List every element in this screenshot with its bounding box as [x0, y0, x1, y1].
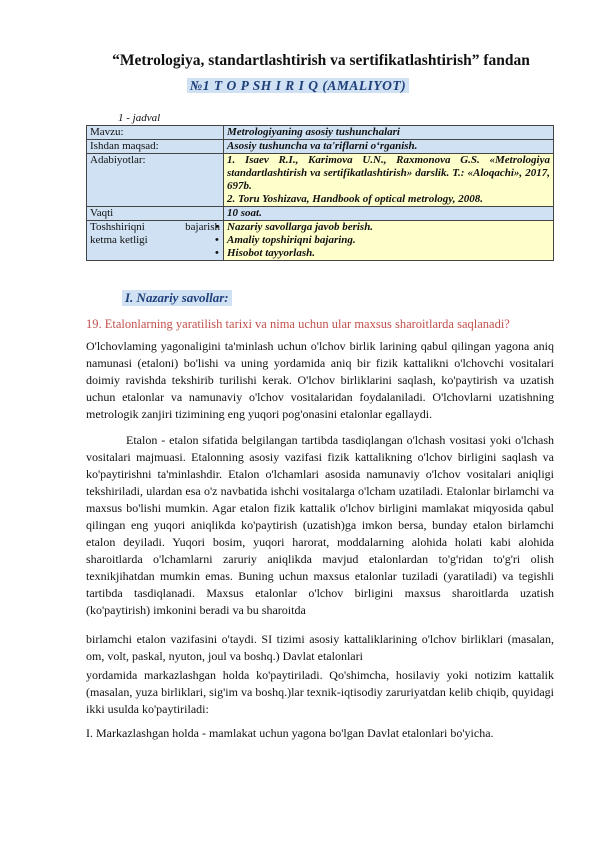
row-value: Metrologiyaning asosiy tushunchalari	[224, 126, 554, 140]
assignment-subtitle-text: №1 T O P SH I R I Q (AMALIYOT)	[187, 78, 409, 93]
paragraph: I. Markazlashgan holda - mamlakat uchun yagona bo'lgan Davlat etalonlari bo'yicha.	[86, 726, 494, 740]
table-row	[87, 221, 554, 261]
literature-item: 2. Toru Yoshizava, Handbook of optical metrology, 2008.	[227, 193, 483, 205]
paragraph: Etalon - etalon sifatida belgilangan tartibda tasdiqlangan o'lchash vositasi yoki o'lchash vositalari majmuasi. Etalonning asosiy vazifasi fizik kattalikning o'lchov birligini saqlash va ko'paytirishni ta'minlashdir. Etalon o'lchamlari asosida namunaviy o'lchov vositalari aniqligi tekshiriladi, ulardan esa o'z navbatida ishchi vositalarga o'lcham uzatiladi. Etalonlar birlamchi va maxsus bo'lishi mumkin. Agar etalon fizik kattalik o'lchov birligini mamlakat miqyosida qabul qilingan eng yuqori aniqlikda ko'paytirish (uzatish)ga imkon bersa, bunday etalon birlamchi etalon deyiladi. Yuqori bosim, yuqori harorat, moddalarning alohida holati kabi alohida sharoitlarda o'lchamlarni zaruriy aniqlikda mavjud etalonlardan to'g'ridan to'g'ri olish texnikjihatdan mumkin emas. Buning uchun maxsus etalonlar tuziladi (yaratiladi) va tegishli tartibda tasdiqlanadi. Maxsus etalonlar o'lchov birligini maxsus sharoitlarda uzatish (ko'paytirish) imkonini beradi va bu sharoitda	[86, 433, 554, 617]
row-key-part: Toshshiriqni	[90, 221, 145, 233]
row-value-steps	[224, 221, 554, 261]
document-title: “Metrologiya, standartlashtirish va sertifikatlashtirish” fandan	[112, 52, 530, 69]
table-row	[87, 126, 554, 140]
row-key: Ishdan maqsad:	[87, 140, 224, 154]
list-item: • Hisobot tayyorlash.	[227, 247, 550, 260]
paragraph: birlamchi etalon vazifasini o'taydi. SI tizimi asosiy kattaliklarining o'lchov birliklari (masalan, om, volt, paskal, nyuton, joul va boshq.) Davlat etalonlari	[86, 632, 554, 663]
table-row	[87, 140, 554, 154]
list-item: • Amaliy topshiriqni bajaring.	[227, 234, 550, 247]
literature-item: 1. Isaev R.I., Karimova U.N., Raxmonova G.S. «Metrologiya standartlashtirish va sertifikatlashtirish» darslik. T.: «Aloqachi», 2017, 697b.	[227, 154, 550, 192]
list-item: • Nazariy savollarga javob berish.	[227, 221, 550, 234]
row-key: Vaqti	[87, 207, 224, 221]
info-table	[86, 125, 554, 261]
assignment-subtitle	[0, 78, 596, 94]
row-key-sequence	[87, 221, 224, 261]
table-row	[87, 154, 554, 207]
row-key-part: ketma ketligi	[90, 234, 148, 246]
row-key-part: bajarish	[185, 221, 220, 233]
table-row	[87, 207, 554, 221]
row-key: Adabiyotlar:	[87, 154, 224, 207]
paragraph: O'lchovlaming yagonaligini ta'minlash uchun o'lchov birlik larining qabul qilingan yagona aniq namunasi (etaloni) bo'lishi va uning yordamida aniq bir fizik kattalikni o'lchovchi vositalari doimiy ravishda tekshirib turilishi kerak. O'lchov birliklarini saqlash, ko'paytirish va uzatish uchun etalonlar va namunaviy o'lchov vositalaridan foydalaniladi. O'lchovlarni uzatishning metrologik zanjiri tizimining eng yuqori pog'onasini etalonlar egallaydi.	[86, 339, 554, 421]
paragraph: yordamida markazlashgan holda ko'paytiriladi. Qo'shimcha, hosilaviy yoki notizim kattalik (masalan, yuza birliklari, sig'im va boshq.)lar texnik-iqtisodiy zaruriyatdan kelib chiqib, quyidagi ikki usulda ko'paytiriladi:	[86, 668, 554, 716]
row-key: Mavzu:	[87, 126, 224, 140]
section-heading: I. Nazariy savollar:	[122, 290, 232, 306]
row-value-literature	[224, 154, 554, 207]
row-value: 10 soat.	[224, 207, 554, 221]
table-caption: 1 - jadval	[118, 112, 161, 124]
question-heading: 19. Etalonlarning yaratilish tarixi va nima uchun ular maxsus sharoitlarda saqlanadi?	[86, 317, 510, 331]
row-value: Asosiy tushuncha va ta'riflarni o‘rganish.	[224, 140, 554, 154]
